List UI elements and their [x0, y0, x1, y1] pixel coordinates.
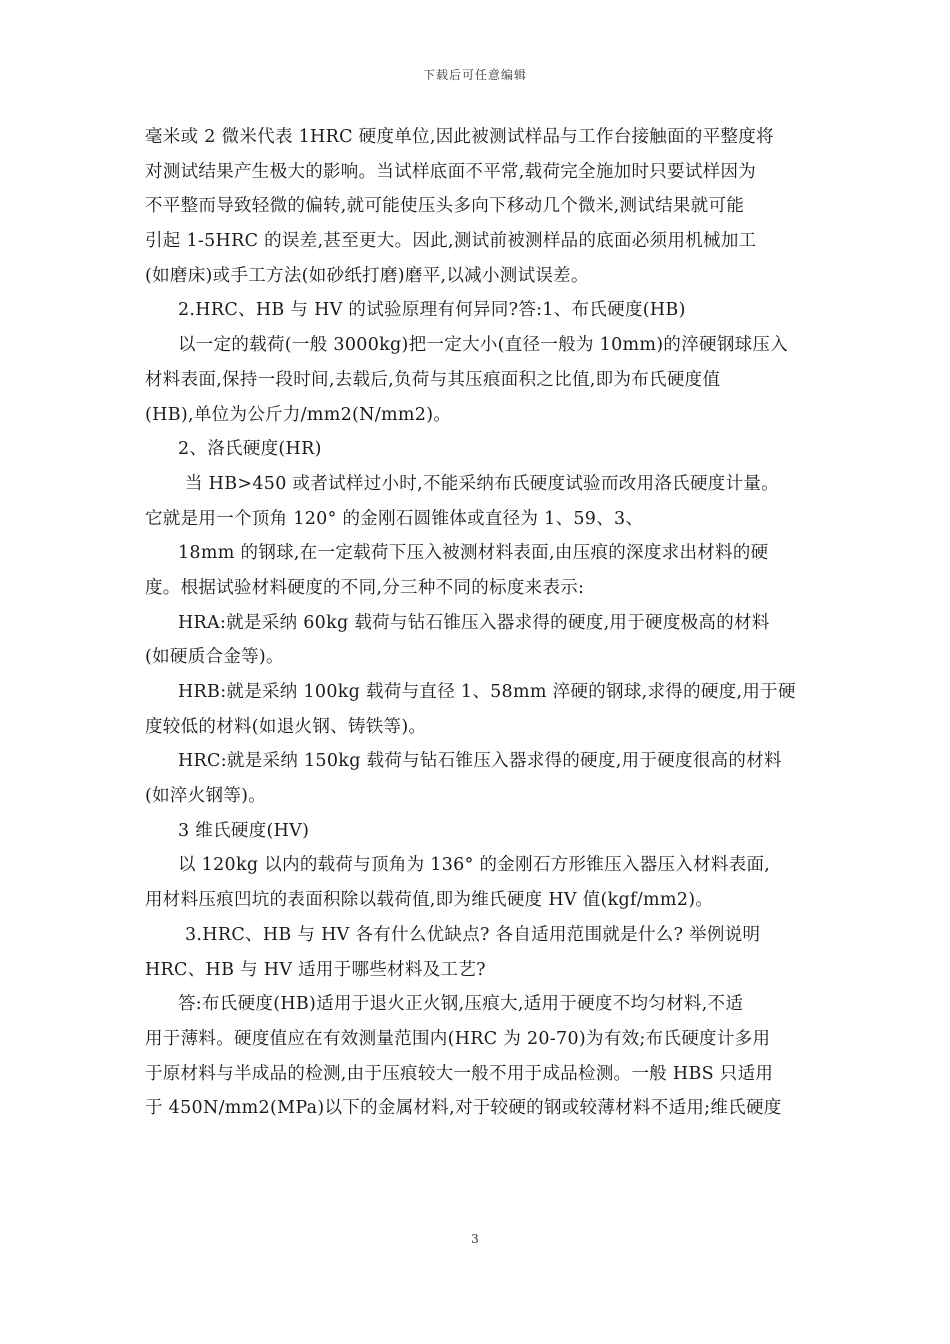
text-line: 度较低的材料(如退火钢、铸铁等)。	[145, 716, 427, 737]
text-line: 毫米或 2 微米代表 1HRC 硬度单位,因此被测试样品与工作台接触面的平整度将	[145, 127, 774, 147]
text-line: 以 120kg 以内的载荷与顶角为 136° 的金刚石方形锥压入器压入材料表面,	[178, 855, 771, 876]
text-line: 18mm 的钢球,在一定载荷下压入被测材料表面,由压痕的深度求出材料的硬	[178, 543, 769, 564]
text-line: 2.HRC、HB 与 HV 的试验原理有何异同?答:1、布氏硬度(HB)	[178, 300, 686, 321]
text-line: 用于薄料。硬度值应在有效测量范围内(HRC 为 20-70)为有效;布氏硬度计多用	[145, 1028, 771, 1049]
text-line: 以一定的载荷(一般 3000kg)把一定大小(直径一般为 10mm)的淬硬钢球压入	[178, 335, 789, 356]
text-line: 于原材料与半成品的检测,由于压痕较大一般不用于成品检测。一般 HBS 只适用	[145, 1063, 774, 1084]
page-header-note: 下载后可任意编辑	[422, 68, 527, 82]
text-line: 度。根据试验材料硬度的不同,分三种不同的标度来表示:	[145, 577, 585, 598]
text-line: HRA:就是采纳 60kg 载荷与钻石锥压入器求得的硬度,用于硬度极高的材料	[178, 612, 770, 633]
text-line: 答:布氏硬度(HB)适用于退火正火钢,压痕大,适用于硬度不均匀材料,不适	[178, 994, 744, 1015]
text-line: 材料表面,保持一段时间,去载后,负荷与其压痕面积之比值,即为布氏硬度值	[145, 369, 721, 390]
text-line: 2、洛氏硬度(HR)	[178, 439, 322, 460]
text-line: (如淬火钢等)。	[145, 786, 267, 807]
page-number: 3	[471, 1232, 479, 1246]
text-line: 3.HRC、HB 与 HV 各有什么优缺点? 各自适用范围就是什么? 举例说明	[185, 924, 761, 945]
text-line: HRC、HB 与 HV 适用于哪些材料及工艺?	[145, 959, 486, 980]
document-body	[145, 120, 807, 1126]
text-line: 用材料压痕凹坑的表面积除以载荷值,即为维氏硬度 HV 值(kgf/mm2)。	[145, 890, 714, 911]
text-line: 不平整而导致轻微的偏转,就可能使压头多向下移动几个微米,测试结果就可能	[145, 196, 745, 217]
text-line: 它就是用一个顶角 120° 的金刚石圆锥体或直径为 1、59、3、	[145, 508, 644, 529]
text-line: (如硬质合金等)。	[145, 647, 284, 668]
text-line: 3 维氏硬度(HV)	[178, 820, 310, 841]
text-line: 引起 1-5HRC 的误差,甚至更大。因此,测试前被测样品的底面必须用机械加工	[145, 231, 757, 252]
text-line: 对测试结果产生极大的影响。当试样底面不平常,载荷完全施加时只要试样因为	[145, 161, 757, 182]
text-line: (如磨床)或手工方法(如砂纸打磨)磨平,以减小测试误差。	[145, 265, 589, 286]
text-line: 当 HB>450 或者试样过小时,不能采纳布氏硬度试验而改用洛氏硬度计量。	[185, 473, 779, 494]
text-line: HRC:就是采纳 150kg 载荷与钻石锥压入器求得的硬度,用于硬度很高的材料	[178, 751, 782, 772]
text-line: 于 450N/mm2(MPa)以下的金属材料,对于较硬的钢或较薄材料不适用;维氏硬度	[145, 1098, 782, 1119]
text-line: (HB),单位为公斤力/mm2(N/mm2)。	[145, 404, 452, 425]
text-line: HRB:就是采纳 100kg 载荷与直径 1、58mm 淬硬的钢球,求得的硬度,用于硬	[178, 682, 796, 702]
